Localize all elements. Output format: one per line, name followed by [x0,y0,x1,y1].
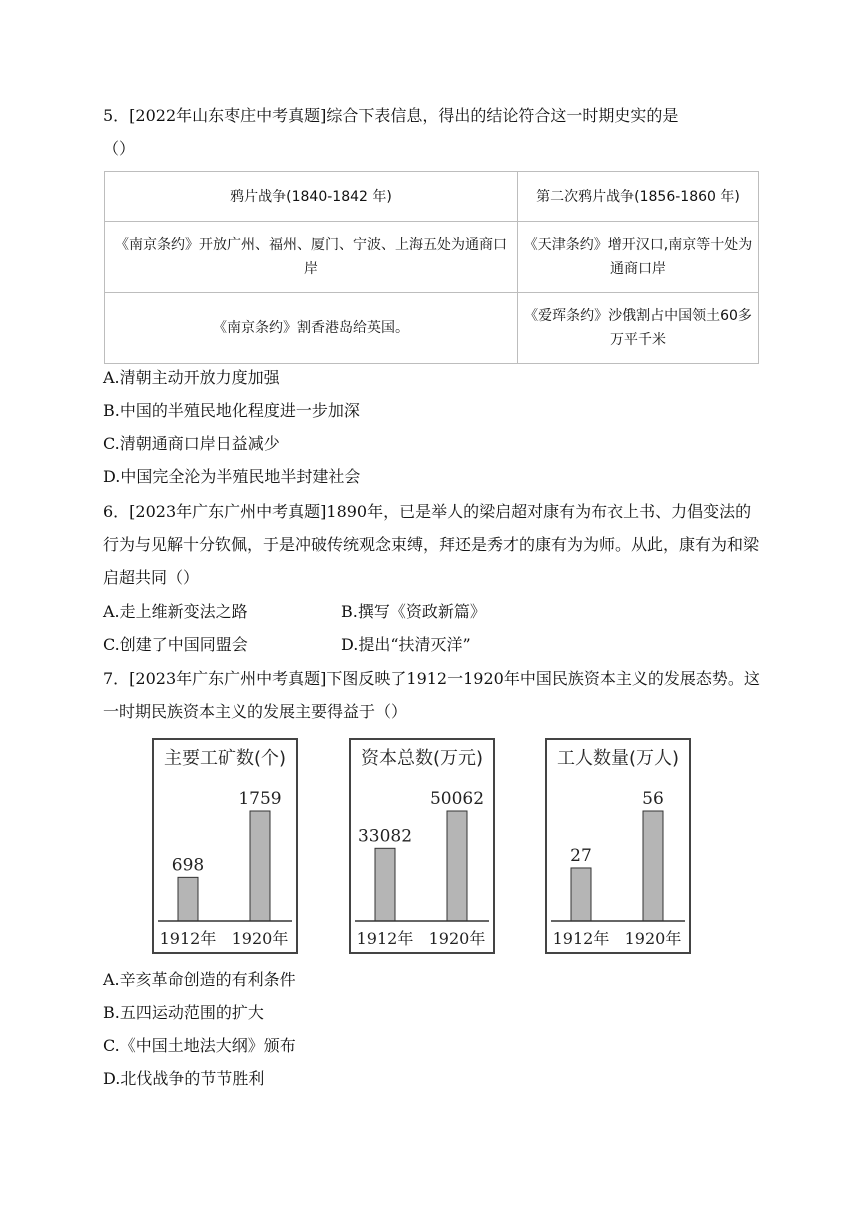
q7-charts [152,738,712,956]
chart-panel-workers [545,738,691,954]
q7-stem: 7．[2023年广东广州中考真题]下图反映了1912一1920年中国民族资本主义的发展态势。这一时期民族资本主义的发展主要得益于（） [103,669,760,721]
chart-title: 主要工矿数(个) [163,748,287,769]
chart-data-label: 1759 [238,789,282,809]
chart-tick-label: 1912年 [552,929,610,948]
chart-data-label: 50062 [429,789,485,809]
table-cell: 《南京条约》开放广州、福州、厦门、宁波、上海五处为通商口岸 [105,222,518,293]
q6-option-b: B.撰写《资政新篇》 [341,602,486,621]
chart-svg-mines [154,740,296,952]
chart-svg-workers [547,740,689,952]
q5-answer-blank: （） [103,139,136,158]
table-header-cell: 第二次鸦片战争(1856-1860 年) [518,172,759,222]
chart-data-label: 56 [642,789,664,809]
q5-option-a: A.清朝主动开放力度加强 [103,368,280,387]
chart-bar [571,868,591,921]
chart-bar [375,848,395,921]
q5-option-c: C.清朝通商口岸日益减少 [103,434,280,453]
q6-stem: 6．[2023年广东广州中考真题]1890年，已是举人的梁启超对康有为布衣上书、力倡变法的行为与见解十分钦佩，于是冲破传统观念束缚，拜还是秀才的康有为为师。从此，康有为和梁启超共同（） [103,502,760,587]
chart-tick-label: 1920年 [624,929,682,948]
chart-title: 资本总数(万元) [360,748,484,769]
chart-data-label: 27 [570,845,592,866]
table-header-row [105,172,759,222]
q5-option-b: B.中国的半殖民地化程度进一步加深 [103,401,360,420]
q6-option-a: A.走上维新变法之路 [103,602,248,621]
q7-option-b: B.五四运动范围的扩大 [103,1003,264,1022]
q7-option-c: C.《中国土地法大纲》颁布 [103,1036,296,1055]
chart-panel-capital [349,738,495,954]
table-cell: 《爱珲条约》沙俄割占中国领土60多万平千米 [518,293,759,364]
table-row [105,222,759,293]
chart-tick-label: 1912年 [356,929,414,948]
chart-data-label: 33082 [357,826,413,847]
chart-bar [447,811,467,921]
chart-tick-label: 1920年 [428,929,486,948]
chart-data-label: 698 [171,855,205,876]
q6-options-row-1 [103,600,486,624]
q6-option-c: C.创建了中国同盟会 [103,635,248,654]
chart-bar [643,811,663,921]
q5-stem: 5．[2022年山东枣庄中考真题]综合下表信息，得出的结论符合这一时期史实的是 [103,106,679,125]
q7-option-a: A.辛亥革命创造的有利条件 [103,970,296,989]
chart-tick-label: 1912年 [159,929,217,948]
table-header-cell: 鸦片战争(1840-1842 年) [105,172,518,222]
chart-svg-capital [351,740,493,952]
table-cell: 《南京条约》割香港岛给英国。 [105,293,518,364]
chart-title: 工人数量(万人) [556,748,680,769]
chart-panel-mines [152,738,298,954]
chart-bar [178,877,198,921]
q5-option-d: D.中国完全沦为半殖民地半封建社会 [103,467,361,486]
table-row [105,293,759,364]
q6-options-row-2 [103,633,471,657]
q6-option-d: D.提出“扶清灭洋” [341,635,471,654]
chart-bar [250,811,270,921]
chart-tick-label: 1920年 [231,929,289,948]
q5-table [104,171,759,364]
table-cell: 《天津条约》增开汉口,南京等十处为通商口岸 [518,222,759,293]
q7-option-d: D.北伐战争的节节胜利 [103,1069,265,1088]
